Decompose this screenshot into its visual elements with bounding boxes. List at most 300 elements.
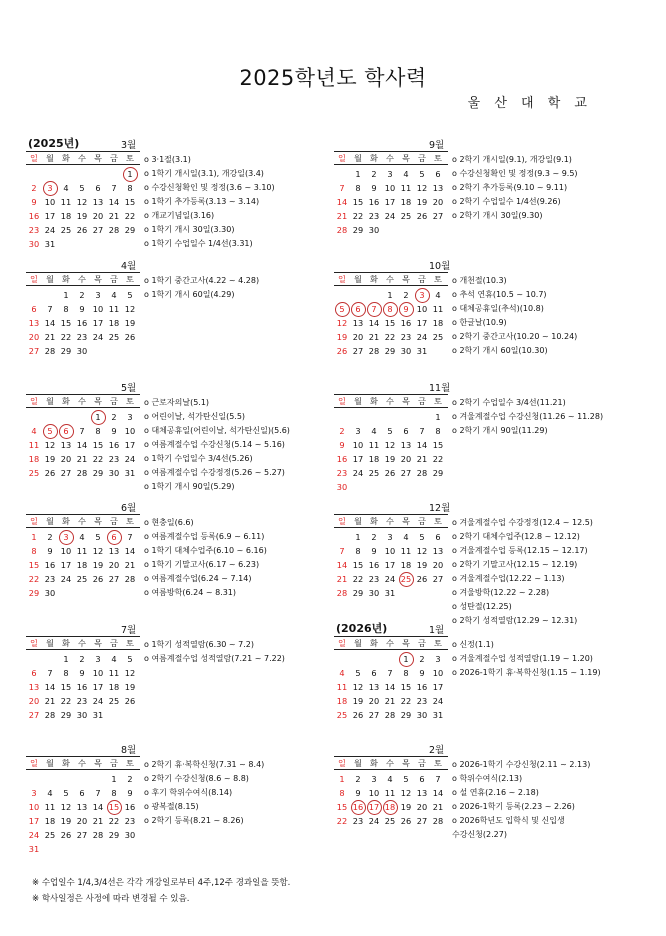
calendar-day: 14 — [124, 546, 136, 556]
calendar-day: 5 — [387, 426, 393, 436]
weekday-label: 목 — [94, 396, 102, 406]
weekday-label: 수 — [386, 516, 394, 526]
weekday-label: 일 — [30, 516, 38, 526]
calendar-day: 1 — [355, 169, 361, 179]
calendar-day: 15 — [60, 318, 72, 328]
calendar-day: 4 — [403, 532, 409, 542]
event-item: o 2학기 대체수업주(12.8 ~ 12.12) — [452, 532, 580, 541]
weekday-label: 수 — [78, 274, 86, 284]
weekday-label: 목 — [402, 274, 410, 284]
weekday-label: 금 — [418, 758, 426, 768]
month-name: 1월 — [429, 625, 445, 636]
calendar-day: 27 — [28, 710, 40, 720]
calendar-day: 15 — [28, 560, 40, 570]
calendar-day: 13 — [352, 318, 364, 328]
calendar-day: 13 — [108, 546, 120, 556]
footnote: ※ 학사일정은 사정에 따라 변경될 수 있음. — [32, 894, 190, 904]
calendar-day: 13 — [76, 802, 88, 812]
calendar-day: 25 — [44, 830, 56, 840]
calendar-day: 21 — [44, 696, 56, 706]
month-name: 12월 — [429, 503, 451, 514]
calendar-day: 23 — [76, 332, 88, 342]
weekday-header — [26, 272, 140, 286]
event-item: o 2학기 수업일수 3/4선(11.21) — [452, 398, 566, 407]
calendar-day: 16 — [76, 682, 88, 692]
calendar-day: 8 — [63, 304, 69, 314]
event-item: o 한글날(10.9) — [452, 318, 507, 327]
weekday-label: 월 — [46, 396, 54, 406]
calendar-day: 13 — [432, 183, 444, 193]
event-item: o 설 연휴(2.16 ~ 2.18) — [452, 788, 539, 797]
weekday-label: 수 — [78, 516, 86, 526]
calendar-day: 6 — [435, 532, 441, 542]
calendar-day: 12 — [336, 318, 348, 328]
calendar-day: 31 — [416, 346, 428, 356]
calendar-day: 19 — [60, 816, 72, 826]
weekday-label: 목 — [94, 638, 102, 648]
weekday-label: 금 — [418, 638, 426, 648]
calendar-day: 20 — [76, 816, 88, 826]
calendar-day: 8 — [127, 183, 133, 193]
calendar-day: 19 — [336, 332, 348, 342]
calendar-day: 18 — [400, 197, 412, 207]
calendar-day: 19 — [76, 211, 88, 221]
calendar-day: 1 — [387, 290, 393, 300]
calendar-day: 16 — [400, 318, 412, 328]
weekday-label: 토 — [126, 638, 134, 648]
weekday-header — [26, 514, 140, 528]
calendar-day: 8 — [111, 788, 117, 798]
month-header — [26, 258, 356, 272]
calendar-day: 8 — [435, 426, 441, 436]
event-item: o 2학기 기말고사(12.15 ~ 12.19) — [452, 560, 578, 569]
weekday-label: 일 — [338, 274, 346, 284]
calendar-day: 9 — [111, 426, 117, 436]
calendar-day: 24 — [92, 696, 104, 706]
weekday-label: 금 — [110, 396, 118, 406]
calendar-day: 28 — [44, 346, 56, 356]
calendar-day: 3 — [31, 788, 37, 798]
calendar-day: 7 — [47, 304, 53, 314]
calendar-day: 1 — [122, 167, 138, 181]
calendar-day: 24 — [44, 225, 56, 235]
calendar-day: 19 — [400, 802, 412, 812]
event-item: o 1학기 기말고사(6.17 ~ 6.23) — [144, 560, 260, 569]
month-block — [26, 258, 356, 370]
calendar-day: 7 — [95, 788, 101, 798]
weekday-label: 금 — [110, 758, 118, 768]
weekday-header — [334, 756, 448, 770]
calendar-day: 31 — [384, 588, 396, 598]
weekday-label: 일 — [30, 758, 38, 768]
weekday-label: 금 — [418, 516, 426, 526]
weekday-label: 화 — [370, 516, 378, 526]
calendar-day: 14 — [44, 682, 56, 692]
calendar-day: 4 — [31, 426, 37, 436]
calendar-day: 22 — [400, 696, 412, 706]
calendar-day: 13 — [432, 546, 444, 556]
weekday-label: 토 — [126, 758, 134, 768]
calendar-day: 11 — [60, 197, 72, 207]
month-header — [334, 380, 664, 394]
calendar-day: 15 — [384, 318, 396, 328]
calendar-day: 30 — [368, 225, 380, 235]
weekday-label: 일 — [30, 274, 38, 284]
event-item: o 2학기 개시일(9.1), 개강일(9.1) — [452, 155, 572, 164]
weekday-label: 목 — [94, 516, 102, 526]
calendar-day: 14 — [432, 788, 444, 798]
calendar-day: 15 — [60, 682, 72, 692]
calendar-day: 21 — [92, 816, 104, 826]
calendar-day: 20 — [400, 454, 412, 464]
calendar-day: 6 — [31, 668, 37, 678]
calendar-day: 12 — [124, 668, 136, 678]
calendar-day: 29 — [60, 346, 72, 356]
calendar-day: 18 — [382, 800, 398, 814]
calendar-day: 24 — [124, 454, 136, 464]
calendar-day: 30 — [368, 588, 380, 598]
calendar-day: 29 — [352, 588, 364, 598]
calendar-day: 18 — [400, 560, 412, 570]
calendar-day: 19 — [92, 560, 104, 570]
calendar-day: 13 — [416, 788, 428, 798]
event-item: o 근로자의날(5.1) — [144, 398, 210, 407]
calendar-day: 30 — [76, 346, 88, 356]
event-item: o 1학기 추가등록(3.13 ~ 3.14) — [144, 197, 260, 206]
calendar-day: 6 — [403, 426, 409, 436]
calendar-day: 11 — [44, 802, 56, 812]
calendar-day: 3 — [127, 412, 133, 422]
weekday-label: 월 — [46, 516, 54, 526]
calendar-day: 7 — [387, 668, 393, 678]
weekday-header — [26, 756, 140, 770]
weekday-label: 토 — [434, 758, 442, 768]
calendar-day: 10 — [384, 546, 396, 556]
calendar-day: 1 — [111, 774, 117, 784]
calendar-day: 9 — [398, 302, 414, 316]
calendar-day: 16 — [368, 560, 380, 570]
event-item: o 성탄절(12.25) — [452, 602, 512, 611]
calendar-day: 9 — [339, 440, 345, 450]
calendar-day: 27 — [416, 816, 428, 826]
calendar-day: 22 — [92, 454, 104, 464]
calendar-day: 16 — [108, 440, 120, 450]
calendar-day: 14 — [92, 802, 104, 812]
calendar-day: 26 — [416, 211, 428, 221]
weekday-label: 수 — [386, 638, 394, 648]
calendar-day: 27 — [108, 574, 120, 584]
event-item: o 대체공휴일(어린이날, 석가탄신일)(5.6) — [144, 426, 290, 435]
event-item: o 추석 연휴(10.5 ~ 10.7) — [452, 290, 547, 299]
calendar-day: 2 — [371, 532, 377, 542]
calendar-day: 20 — [60, 454, 72, 464]
calendar-day: 29 — [384, 346, 396, 356]
calendar-day: 9 — [79, 304, 85, 314]
calendar-day: 27 — [352, 346, 364, 356]
calendar-day: 18 — [60, 211, 72, 221]
calendar-day: 10 — [44, 197, 56, 207]
calendar-day: 11 — [368, 440, 380, 450]
calendar-day: 11 — [384, 788, 396, 798]
calendar-day: 28 — [384, 710, 396, 720]
calendar-day: 4 — [339, 668, 345, 678]
calendar-day: 27 — [92, 225, 104, 235]
event-item: o 현충일(6.6) — [144, 518, 194, 527]
calendar-day: 16 — [368, 197, 380, 207]
weekday-label: 화 — [370, 274, 378, 284]
calendar-day: 5 — [355, 668, 361, 678]
event-item: o 수강신청확인 및 정정(3.6 ~ 3.10) — [144, 183, 275, 192]
event-item: o 여름방학(6.24 ~ 8.31) — [144, 588, 237, 597]
calendar-day: 4 — [403, 169, 409, 179]
calendar-day: 23 — [108, 454, 120, 464]
calendar-day: 22 — [352, 211, 364, 221]
calendar-day: 26 — [384, 468, 396, 478]
calendar-day: 12 — [400, 788, 412, 798]
calendar-day: 23 — [368, 211, 380, 221]
event-item: o 1학기 대체수업주(6.10 ~ 6.16) — [144, 546, 267, 555]
month-block — [334, 380, 664, 492]
calendar-day: 25 — [368, 468, 380, 478]
calendar-day: 24 — [384, 211, 396, 221]
calendar-day: 10 — [92, 304, 104, 314]
calendar-day: 5 — [95, 532, 101, 542]
calendar-day: 12 — [352, 682, 364, 692]
calendar-day: 16 — [44, 560, 56, 570]
calendar-day: 2 — [339, 426, 345, 436]
calendar-day: 3 — [387, 532, 393, 542]
event-item: o 2학기 개시 30일(9.30) — [452, 211, 543, 220]
event-item: o 학위수여식(2.13) — [452, 774, 523, 783]
weekday-label: 목 — [402, 153, 410, 163]
calendar-day: 13 — [28, 682, 40, 692]
calendar-day: 23 — [28, 225, 40, 235]
calendar-day: 7 — [419, 426, 425, 436]
calendar-day: 10 — [28, 802, 40, 812]
weekday-label: 목 — [94, 274, 102, 284]
calendar-day: 2 — [47, 532, 53, 542]
weekday-label: 화 — [370, 396, 378, 406]
calendar-day: 6 — [419, 774, 425, 784]
calendar-day: 29 — [28, 588, 40, 598]
weekday-header — [334, 514, 448, 528]
weekday-label: 토 — [126, 516, 134, 526]
calendar-day: 22 — [352, 574, 364, 584]
calendar-day: 26 — [336, 346, 348, 356]
year-label: (2026년) — [336, 622, 388, 635]
calendar-day: 16 — [336, 454, 348, 464]
calendar-day: 12 — [92, 546, 104, 556]
calendar-day: 4 — [435, 290, 441, 300]
weekday-label: 수 — [78, 758, 86, 768]
calendar-day: 29 — [92, 468, 104, 478]
event-item: o 2학기 수강신청(8.6 ~ 8.8) — [144, 774, 249, 783]
event-item: o 2학기 개시 60일(10.30) — [452, 346, 548, 355]
calendar-day: 17 — [416, 318, 428, 328]
calendar-day: 3 — [435, 654, 441, 664]
calendar-day: 25 — [432, 332, 444, 342]
calendar-day: 8 — [339, 788, 345, 798]
calendar-day: 11 — [400, 546, 412, 556]
calendar-day: 8 — [95, 426, 101, 436]
calendar-day: 26 — [416, 574, 428, 584]
event-item: o 수강신청확인 및 정정(9.3 ~ 9.5) — [452, 169, 578, 178]
calendar-day: 9 — [371, 183, 377, 193]
calendar-day: 28 — [432, 816, 444, 826]
calendar-day: 26 — [92, 574, 104, 584]
calendar-day: 31 — [92, 710, 104, 720]
weekday-label: 월 — [354, 274, 362, 284]
calendar-day: 10 — [92, 668, 104, 678]
weekday-label: 목 — [94, 153, 102, 163]
event-item: o 겨울계절수업 등록(12.15 ~ 12.17) — [452, 546, 588, 555]
weekday-label: 월 — [354, 516, 362, 526]
calendar-day: 18 — [76, 560, 88, 570]
calendar-day: 5 — [63, 788, 69, 798]
calendar-day: 7 — [111, 183, 117, 193]
calendar-day: 2 — [371, 169, 377, 179]
month-block — [26, 742, 356, 854]
calendar-day: 27 — [432, 574, 444, 584]
calendar-day: 29 — [352, 225, 364, 235]
calendar-day: 26 — [352, 710, 364, 720]
calendar-day: 1 — [339, 774, 345, 784]
calendar-day: 20 — [432, 197, 444, 207]
weekday-label: 화 — [62, 638, 70, 648]
event-item: o 여름계절수업(6.24 ~ 7.14) — [144, 574, 252, 583]
calendar-day: 25 — [60, 225, 72, 235]
weekday-label: 일 — [30, 153, 38, 163]
calendar-day: 26 — [44, 468, 56, 478]
calendar-day: 2 — [79, 654, 85, 664]
calendar-day: 29 — [60, 710, 72, 720]
weekday-label: 토 — [434, 638, 442, 648]
calendar-day: 13 — [92, 197, 104, 207]
month-block — [334, 258, 664, 370]
calendar-day: 21 — [108, 211, 120, 221]
calendar-day: 11 — [28, 440, 40, 450]
calendar-day: 26 — [124, 332, 136, 342]
calendar-day: 5 — [42, 424, 58, 438]
calendar-day: 20 — [368, 696, 380, 706]
weekday-label: 화 — [370, 638, 378, 648]
weekday-label: 수 — [78, 153, 86, 163]
month-name: 11월 — [429, 383, 451, 394]
weekday-label: 화 — [370, 153, 378, 163]
weekday-label: 화 — [370, 758, 378, 768]
calendar-day: 16 — [124, 802, 136, 812]
calendar-day: 15 — [106, 800, 122, 814]
calendar-day: 8 — [63, 668, 69, 678]
calendar-day: 1 — [90, 410, 106, 424]
calendar-day: 22 — [384, 332, 396, 342]
calendar-day: 2 — [419, 654, 425, 664]
event-item: o 겨울계절수업(12.22 ~ 1.13) — [452, 574, 565, 583]
event-item: o 2026-1학기 등록(2.23 ~ 2.26) — [452, 802, 575, 811]
calendar-day: 15 — [124, 197, 136, 207]
weekday-label: 목 — [402, 396, 410, 406]
calendar-day: 29 — [432, 468, 444, 478]
calendar-day: 25 — [108, 696, 120, 706]
weekday-label: 월 — [354, 153, 362, 163]
month-header — [334, 258, 664, 272]
calendar-day: 17 — [124, 440, 136, 450]
event-item: o 겨울계절수업 수강신청(11.26 ~ 11.28) — [452, 412, 604, 421]
footnote: ※ 수업일수 1/4,3/4선은 각각 개강일로부터 4주,12주 경과일을 뜻함. — [32, 878, 291, 888]
calendar-day: 30 — [76, 710, 88, 720]
calendar-day: 13 — [368, 682, 380, 692]
month-name: 6월 — [121, 503, 137, 514]
calendar-day: 25 — [336, 710, 348, 720]
calendar-day: 23 — [400, 332, 412, 342]
calendar-day: 18 — [108, 318, 120, 328]
calendar-day: 24 — [92, 332, 104, 342]
calendar-day: 12 — [124, 304, 136, 314]
calendar-day: 25 — [400, 211, 412, 221]
month-block — [334, 742, 664, 854]
calendar-day: 15 — [432, 440, 444, 450]
month-header — [334, 622, 664, 636]
calendar-day: 13 — [60, 440, 72, 450]
calendar-day: 5 — [127, 654, 133, 664]
weekday-label: 수 — [78, 396, 86, 406]
calendar-day: 27 — [28, 346, 40, 356]
calendar-day: 24 — [60, 574, 72, 584]
event-item: o 1학기 성적열람(6.30 ~ 7.2) — [144, 640, 255, 649]
calendar-day: 20 — [416, 802, 428, 812]
calendar-day: 3 — [95, 654, 101, 664]
event-item: o 여름계절수업 등록(6.9 ~ 6.11) — [144, 532, 265, 541]
event-item: o 겨울방학(12.22 ~ 2.28) — [452, 588, 550, 597]
calendar-day: 18 — [368, 454, 380, 464]
calendar-day: 16 — [416, 682, 428, 692]
weekday-label: 월 — [354, 638, 362, 648]
calendar-day: 15 — [400, 682, 412, 692]
month-block — [26, 500, 356, 612]
calendar-day: 23 — [416, 696, 428, 706]
weekday-label: 수 — [78, 638, 86, 648]
calendar-day: 11 — [432, 304, 444, 314]
calendar-day: 22 — [60, 696, 72, 706]
calendar-day: 30 — [28, 239, 40, 249]
event-item: o 1학기 개시 90일(5.29) — [144, 482, 235, 491]
event-item: o 대체공휴일(추석)(10.8) — [452, 304, 544, 313]
calendar-day: 15 — [352, 197, 364, 207]
university-name: 울 산 대 학 교 — [467, 96, 592, 111]
event-item: o 1학기 중간고사(4.22 ~ 4.28) — [144, 276, 260, 285]
calendar-day: 12 — [416, 546, 428, 556]
calendar-day: 28 — [416, 468, 428, 478]
calendar-day: 22 — [108, 816, 120, 826]
weekday-label: 금 — [110, 516, 118, 526]
calendar-day: 3 — [355, 426, 361, 436]
calendar-day: 18 — [44, 816, 56, 826]
calendar-day: 31 — [432, 710, 444, 720]
weekday-label: 월 — [354, 758, 362, 768]
calendar-day: 14 — [336, 197, 348, 207]
weekday-label: 화 — [62, 516, 70, 526]
calendar-day: 27 — [400, 468, 412, 478]
event-item: o 신정(1.1) — [452, 640, 494, 649]
calendar-day: 8 — [355, 546, 361, 556]
month-name: 9월 — [429, 140, 445, 151]
calendar-day: 13 — [28, 318, 40, 328]
calendar-day: 5 — [419, 532, 425, 542]
calendar-day: 12 — [76, 197, 88, 207]
month-block — [26, 380, 356, 492]
month-name: 2월 — [429, 745, 445, 756]
event-item: o 1학기 개시 30일(3.30) — [144, 225, 235, 234]
